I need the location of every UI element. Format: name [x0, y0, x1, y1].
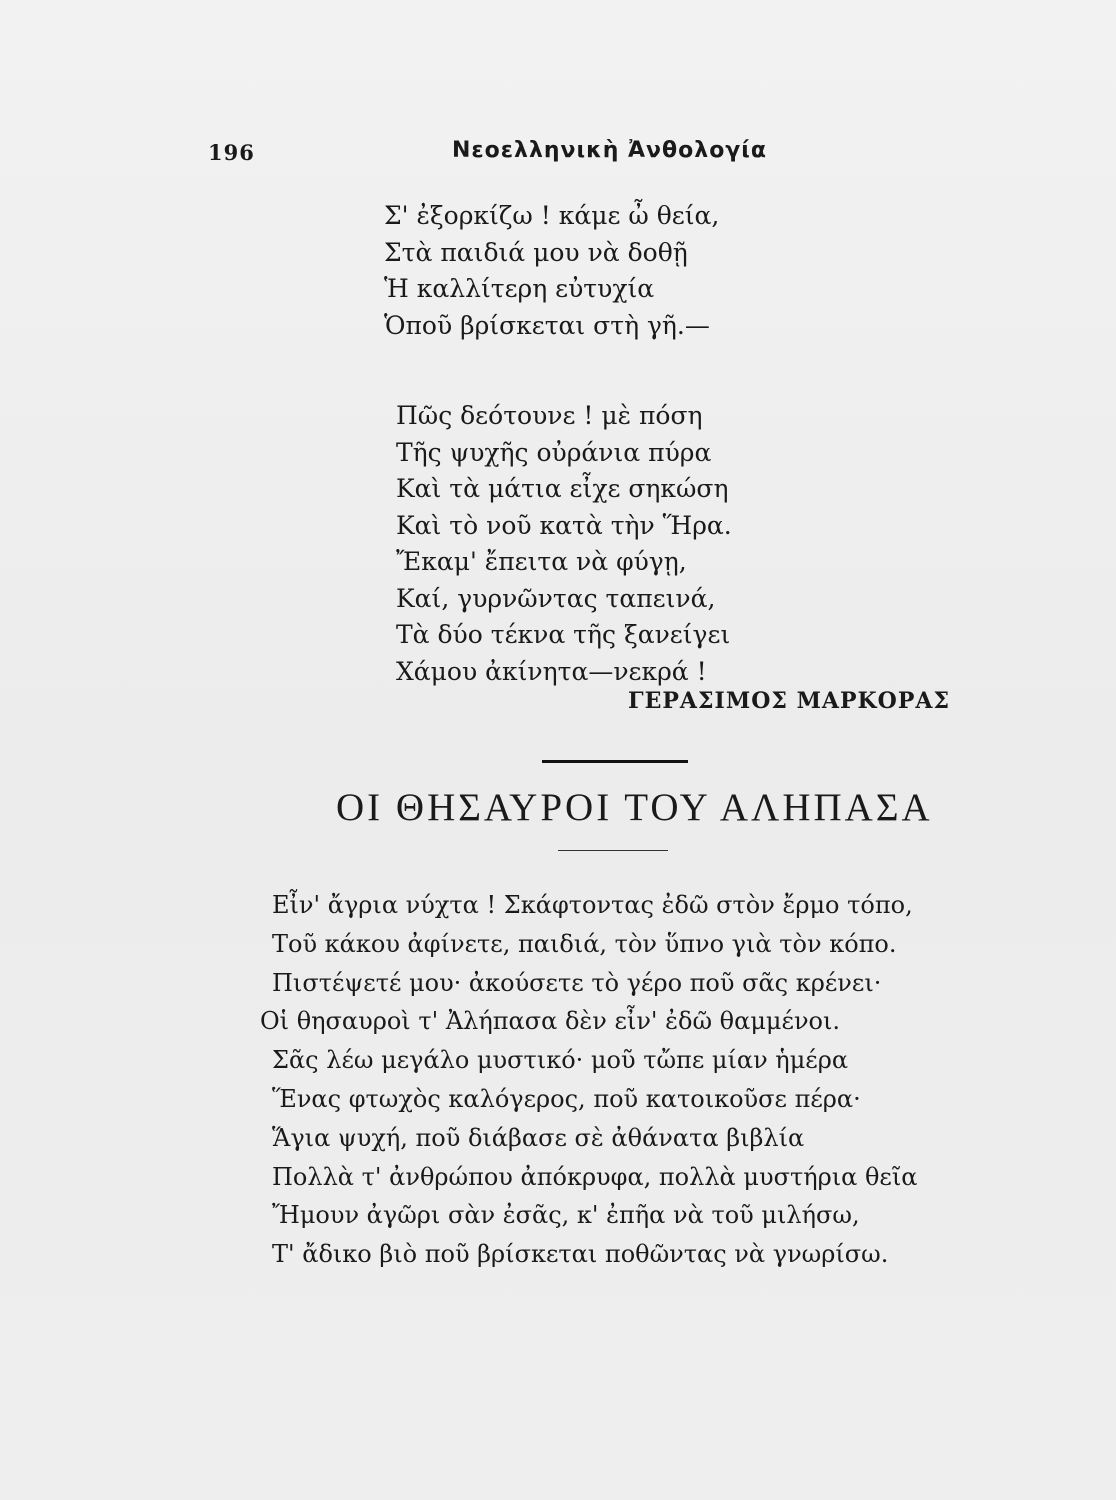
poem1-author: ΓΕΡΑΣΙΜΟΣ ΜΑΡΚΟΡΑΣ — [628, 688, 950, 714]
verse-line: Τῆς ψυχῆς οὐράνια πύρα — [396, 437, 712, 467]
verse-line: Ἤμουν ἀγῶρι σὰν ἐσᾶς, κ' ἐπῆα νὰ τοῦ μιλήσω, — [272, 1201, 860, 1230]
verse-line: Σ' ἐξορκίζω ! κάμε ὦ θεία, — [384, 201, 720, 230]
verse-line: Εἶν' ἄγρια νύχτα ! Σκάφτοντας ἐδῶ στὸν ἔρμο τόπο, — [272, 891, 913, 919]
verse-line: Καὶ τὰ μάτια εἶχε σηκώση — [396, 474, 729, 503]
verse-line: Τ' ἄδικο βιὸ ποῦ βρίσκεται ποθῶντας νὰ γνωρίσω. — [272, 1240, 889, 1269]
section-divider — [542, 760, 688, 763]
page-number: 196 — [208, 140, 255, 165]
verse-line: Τοῦ κάκου ἀφίνετε, παιδιά, τὸν ὕπνο γιὰ τὸν κόπο. — [272, 929, 897, 958]
verse-line: Καί, γυρνῶντας ταπεινά, — [396, 583, 716, 613]
poem1-stanza-2 — [396, 398, 732, 690]
poem1-stanza-1 — [384, 198, 719, 344]
verse-line: Πῶς δεότουνε ! μὲ πόση — [396, 401, 703, 430]
poem2-body — [260, 886, 918, 1274]
running-header-title: Νεοελληνικὴ Ἀνθολογία — [452, 138, 767, 163]
poem2-title: ΟΙ ΘΗΣΑΥΡΟΙ ΤΟΥ ΑΛΗΠΑΣΑ — [336, 786, 933, 829]
verse-line: Οἱ θησαυροὶ τ' Ἀλήπασα δὲν εἶν' ἐδῶ θαμμένοι. — [260, 1007, 841, 1036]
verse-line: Ἡ καλλίτερη εὐτυχία — [384, 274, 655, 303]
verse-line: Ἅγια ψυχή, ποῦ διάβασε σὲ ἀθάνατα βιβλία — [272, 1123, 805, 1152]
verse-line: Πιστέψετέ μου· ἀκούσετε τὸ γέρο ποῦ σᾶς κρένει· — [272, 968, 882, 997]
verse-line: Ἕνας φτωχὸς καλόγερος, ποῦ κατοικοῦσε πέρα· — [272, 1084, 861, 1113]
verse-line: Τὰ δύο τέκνα τῆς ξανείγει — [396, 620, 731, 649]
verse-line: Ἔκαμ' ἔπειτα νὰ φύγῃ, — [396, 547, 687, 576]
verse-line: Ὁποῦ βρίσκεται στὴ γῆ.— — [384, 310, 710, 340]
verse-line: Σᾶς λέω μεγάλο μυστικό· μοῦ τὤπε μίαν ἡμέρα — [272, 1046, 849, 1075]
verse-line: Καὶ τὸ νοῦ κατὰ τὴν Ἥρα. — [396, 510, 732, 540]
title-underline-rule — [558, 850, 668, 851]
verse-line: Πολλὰ τ' ἀνθρώπου ἀπόκρυφα, πολλὰ μυστήρια θεῖα — [272, 1162, 918, 1191]
verse-line: Στὰ παιδιά μου νὰ δοθῇ — [384, 237, 688, 267]
verse-line: Χάμου ἀκίνητα—νεκρά ! — [396, 656, 707, 686]
